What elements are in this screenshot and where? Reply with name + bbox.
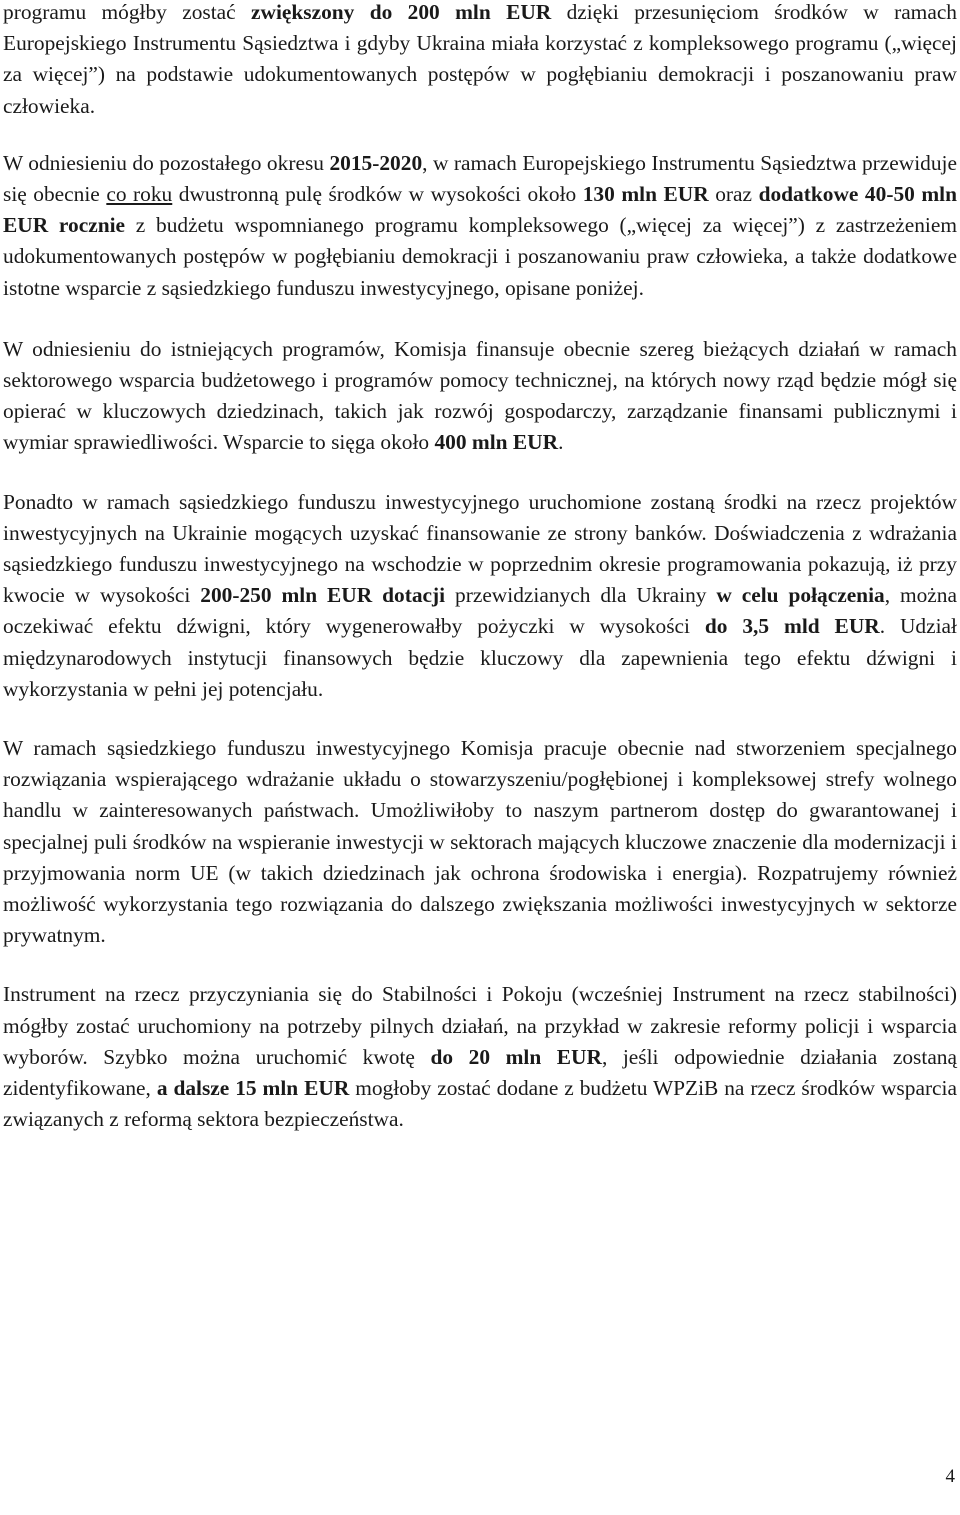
text-run: W odniesieniu do pozostałego okresu [3, 150, 330, 175]
text-run: W odniesieniu do istniejących programów, Komisja finansuje obecnie szereg bieżących działań w ramach sektorowego wsparcia budżetowego i programów pomocy technicznej, na których nowy rząd będzie mógł się opierać w kluczowych dziedzinach, takich jak rozwój gospodarczy, zarządzanie finansami publicznymi i wymiar sprawiedliwości. Wsparcie to sięga około [3, 336, 957, 455]
bold-text-run: w celu połączenia [716, 583, 885, 608]
text-run: przewidzianych dla Ukrainy [445, 583, 717, 608]
page-number: 4 [945, 1466, 955, 1487]
text-run: , w ramach Europejskiego Instrumentu Sąsiedztwa przewiduje się obecnie [3, 150, 957, 207]
paragraph-dcfta-facility [3, 733, 957, 951]
text-run: W ramach sąsiedzkiego funduszu inwestycyjnego Komisja pracuje obecnie nad stworzeniem specjalnego rozwiązania wspierającego wdrażanie układu o stowarzyszeniu/pogłębionej i kompleksowej strefy wolnego handlu w zainteresowanych państwach. Umożliwiłoby to naszym partnerom dostęp do gwarantowanej i specjalnej puli środków na wspieranie inwestycji w sektorach mających kluczowe znaczenie dla modernizacji i przyjmowania norm UE (w takich dziedzinach jak ochrona środowiska i energia). Rozpatrujemy również możliwość wykorzystania tego rozwiązania do dalszego zwiększania możliwości inwestycyjnych w sektorze prywatnym. [3, 736, 957, 948]
text-run: Ponadto w ramach sąsiedzkiego funduszu inwestycyjnego uruchomione zostaną środki na rzecz projektów inwestycyjnych na Ukrainie mogących uzyskać finansowanie ze strony banków. Doświadczenia z wdrażania sąsiedzkiego funduszu inwestycyjnego na wschodzie w poprzednim okresie programowania pokazują, iż przy kwocie w wysokości [3, 489, 957, 608]
paragraph-stability-instrument [3, 979, 957, 1135]
bold-text-run: do 20 mln EUR [430, 1044, 602, 1069]
text-run: dzięki przesunięciom środków w ramach Europejskiego Instrumentu Sąsiedztwa i gdyby Ukraina miała korzystać z kompleksowego programu („więcej za więcej”) na podstawie udokumentowanych postępów w pogłębianiu demokracji i poszanowaniu praw człowieka. [3, 0, 958, 118]
bold-text-run: dodatkowe 40-50 mln EUR rocznie [3, 182, 958, 238]
bold-text-run: 400 mln EUR [434, 430, 559, 455]
bold-text-run: zwiększony do 200 mln EUR [251, 0, 552, 24]
paragraph-neighbourhood-investment-fund [3, 487, 957, 705]
text-run: z budżetu wspomnianego programu kompleksowego („więcej za więcej”) z zastrzeżeniem udokumentowanych postępów w pogłębianiu demokracji i poszanowaniu praw człowieka, a także dodatkowe istotne wsparcie z sąsiedzkiego funduszu inwestycyjnego, opisane poniżej. [3, 213, 957, 300]
text-run: mogłoby zostać dodane z budżetu WPZiB na rzecz środków wsparcia związanych z reformą sektora bezpieczeństwa. [3, 1076, 957, 1132]
text-run: dwustronną pulę środków w wysokości około [172, 182, 583, 207]
text-run: Instrument na rzecz przyczyniania się do Stabilności i Pokoju (wcześniej Instrument na rzecz stabilności) mógłby zostać uruchomiony na potrzeby pilnych działań, na przykład w zakresie reformy policji i wsparcia wyborów. Szybko można uruchomić kwotę [3, 982, 957, 1069]
bold-text-run: a dalsze 15 mln EUR [156, 1076, 350, 1101]
paragraph-period-2015-2020 [3, 148, 957, 304]
bold-text-run: 130 mln EUR [582, 182, 709, 207]
underlined-text-run: co roku [106, 182, 173, 207]
text-run: . Udział międzynarodowych instytucji finansowych będzie kluczowy dla zapewnienia tego efektu dźwigni i wykorzystania w pełni jej potencjału. [3, 614, 957, 701]
paragraph-existing-programs [3, 334, 957, 459]
paragraph-program-increase [3, 0, 957, 122]
bold-text-run: 200-250 mln EUR dotacji [200, 583, 446, 608]
text-run: programu mógłby zostać [3, 0, 251, 24]
text-run: , jeśli odpowiednie działania zostaną zidentyfikowane, [3, 1044, 957, 1101]
text-run: , można oczekiwać efektu dźwigni, który wygenerowałby pożyczki w wysokości [3, 583, 957, 639]
bold-text-run: do 3,5 mld EUR [704, 614, 880, 639]
text-run: oraz [708, 182, 759, 207]
bold-text-run: 2015-2020 [329, 150, 423, 175]
text-run: . [558, 430, 564, 455]
